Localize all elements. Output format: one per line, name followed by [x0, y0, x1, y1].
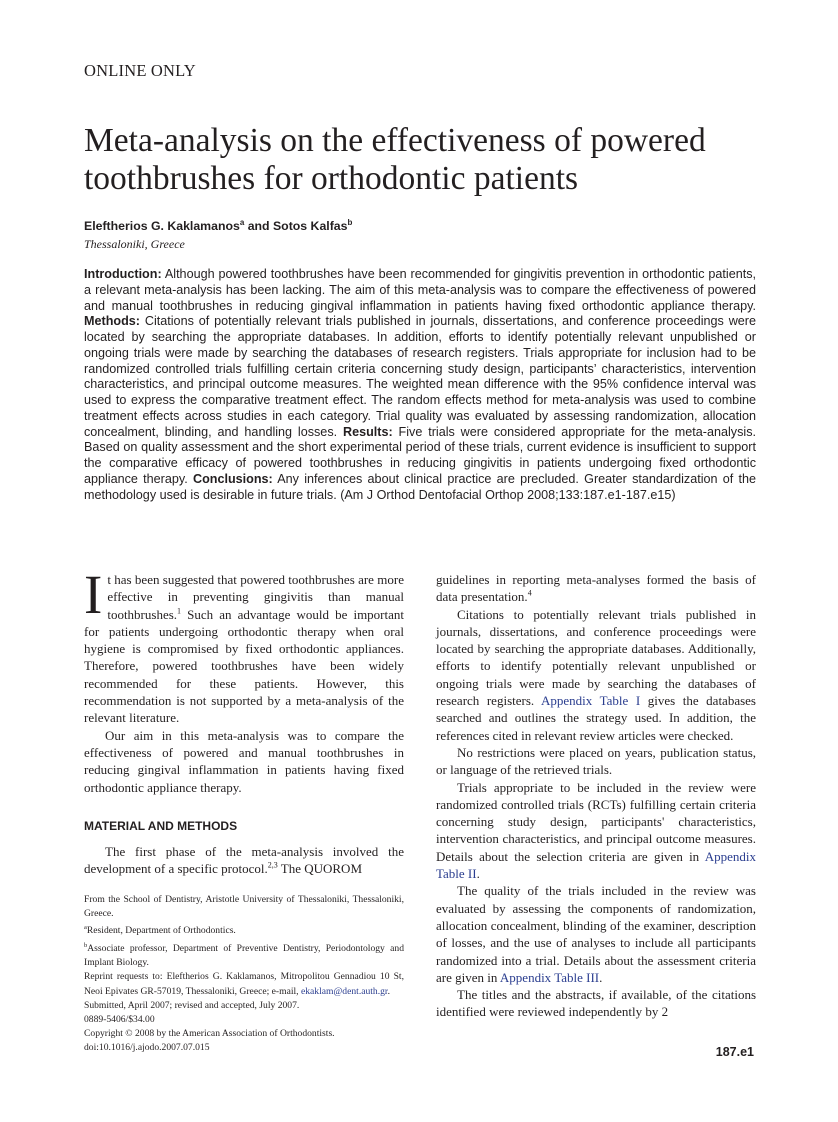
section-heading — [84, 818, 404, 835]
text-run: . — [476, 866, 480, 882]
footnote — [84, 921, 404, 938]
cross-reference-link[interactable]: Appendix Table II — [436, 848, 756, 882]
cross-reference-link[interactable]: ekaklam@dent.auth.gr — [300, 985, 388, 997]
text-run: The titles and the abstracts, if available, of the citations identified were reviewed independently by 2 — [436, 987, 756, 1020]
section-label: ONLINE ONLY — [84, 61, 196, 80]
reference-superscript[interactable]: 1 — [177, 606, 182, 616]
text-run: Five trials were considered appropriate for the meta-analysis. Based on quality assessment and the short experimental period of these trials, current evidence is insufficient to support the comparative efficacy of powered toothbrushes in reducing gingivitis in patients undergoing fixed orthodontic appliance therapy. — [84, 424, 756, 486]
text-run: MATERIAL AND METHODS — [84, 818, 238, 833]
body-paragraph — [436, 779, 756, 883]
footnote — [84, 1027, 404, 1041]
text-run: Any inferences about clinical practice are precluded. Greater standardization of the methodology used is desirable in future trials. (Am J Orthod Dentofacial Orthop 2008;133:187.e1-187.e15) — [84, 471, 756, 502]
text-run: doi:10.1016/j.ajodo.2007.07.015 — [84, 1042, 210, 1054]
reference-superscript[interactable]: a — [84, 924, 87, 932]
text-run: The QUOROM — [277, 861, 363, 877]
reference-superscript[interactable]: 2,3 — [267, 861, 278, 871]
text-run: The quality of the trials included in the review was evaluated by assessing the components of randomization, allocation concealment, blinding of the examiner, description of losses, and the use of analyses to include all participants randomized into a trial. Details about the assessment criteria are given in — [436, 883, 756, 985]
article-title: Meta-analysis on the effectiveness of powered toothbrushes for orthodontic patients — [84, 122, 706, 197]
text-run: Submitted, April 2007; revised and accepted, July 2007. — [84, 999, 300, 1011]
drop-cap: I — [84, 564, 103, 625]
text-run: Such an advantage would be important for patients undergoing orthodontic therapy when oral hygiene is compromised by fixed orthodontic appliances. Therefore, powered toothbrushes have been widely recommended for these patients. However, this recommendation is not supported by a meta-analysis of the relevant literature. — [84, 606, 404, 726]
text-run: . — [387, 985, 390, 997]
section-label: Conclusions: — [192, 471, 273, 486]
body-paragraph — [436, 571, 756, 606]
reference-superscript[interactable]: 4 — [527, 588, 532, 598]
author-location: Thessaloniki, Greece — [84, 237, 185, 251]
left-column — [84, 564, 404, 878]
footnote — [84, 1013, 404, 1027]
section-label: Results: — [342, 424, 393, 439]
abstract — [84, 267, 756, 503]
footnote — [84, 970, 404, 998]
footnote — [84, 1041, 404, 1055]
cross-reference-link[interactable]: Appendix Table III — [499, 969, 600, 985]
text-run: Citations of potentially relevant trials published in journals, dissertations, and conference proceedings were located by searching the appropriate databases. In addition, efforts to identify potentially relevant unpublished or ongoing trials were made by searching the databases of research registers. Trials appropriate for inclusion had to be randomized controlled trials fulfilling certain criteria concerning study design, participants’ characteristics, intervention characteristics, and principal outcome measures. The weighted mean difference with the 95% confidence interval was used to express the comparative treatment effect. The random effects method for meta-analysis was used to combine treatment effects across studies in each category. Trial quality was evaluated by assessing randomization, allocation concealment, blinding, and handling losses. — [84, 314, 756, 439]
text-run: From the School of Dentistry, Aristotle University of Thessaloniki, Thessaloniki, Greece. — [84, 894, 404, 920]
author-joiner: and — [244, 219, 273, 234]
section-label: Introduction: — [84, 267, 162, 281]
text-run: Resident, Department of Orthodontics. — [86, 925, 236, 937]
text-run: guidelines in reporting meta-analyses formed the basis of data presentation. — [436, 572, 756, 605]
footnotes — [84, 893, 404, 1056]
body-paragraph — [436, 606, 756, 744]
text-run: Trials appropriate to be included in the review were randomized controlled trials (RCTs) fulfilling certain criteria concerning study design, participants' characteristics, intervention characteristics, and principal outcome measures. Details about the selection criteria are given in — [436, 779, 756, 864]
text-run: 0889-5406/$34.00 — [84, 1014, 155, 1025]
affiliation-marker: a — [239, 218, 245, 227]
author-name: Eleftherios G. Kaklamanos — [84, 219, 240, 234]
text-run: Reprint requests to: Eleftherios G. Kaklamanos, Mitropolitou Gennadiou 10 St, Neoi Epivates GR-57019, Thessaloniki, Greece; e-mail, — [84, 971, 404, 997]
text-run: Copyright © 2008 by the American Association of Orthodontists. — [84, 1028, 335, 1040]
reference-superscript[interactable]: b — [84, 941, 88, 949]
footnote — [84, 999, 404, 1013]
cross-reference-link[interactable]: Appendix Table I — [541, 693, 641, 709]
text-run: Associate professor, Department of Preventive Dentistry, Periodontology and Implant Biology. — [84, 942, 404, 969]
text-run: Our aim in this meta-analysis was to compare the effectiveness of powered and manual toothbrushes in reducing gingival inflammation in patients having fixed orthodontic appliance therapy. — [84, 727, 404, 795]
page-number: 187.e1 — [715, 1045, 754, 1059]
text-run: Citations to potentially relevant trials published in journals, dissertations, and conference proceedings were located by searching the appropriate databases. Additionally, efforts to identify potentially relevant unpublished or ongoing trials were made by searching the databases of research registers. — [436, 606, 756, 709]
text-run: No restrictions were placed on years, publication status, or language of the retrieved trials. — [436, 744, 756, 778]
body-paragraph — [84, 564, 404, 727]
text-run: . — [599, 969, 603, 985]
body-paragraph — [436, 882, 756, 986]
body-paragraph — [436, 744, 756, 779]
author-line — [84, 218, 352, 233]
body-paragraph — [84, 727, 404, 796]
author-name: Sotos Kalfas — [272, 219, 348, 234]
body-paragraph — [436, 986, 756, 1021]
affiliation-marker: b — [347, 218, 353, 227]
section-label: Methods: — [84, 314, 140, 329]
text-run: t has been suggested that powered toothbrushes are more effective in preventing gingivitis than manual toothbrushes. — [107, 572, 404, 622]
text-run: Although powered toothbrushes have been recommended for gingivitis prevention in orthodontic patients, a relevant meta-analysis has been lacking. The aim of this meta-analysis was to compare the effectiveness of powered and manual toothbrushes in reducing gingival inflammation in patients having fixed orthodontic appliance therapy. — [84, 267, 756, 313]
text-run: The first phase of the meta-analysis involved the development of a specific protocol. — [84, 844, 404, 877]
right-column — [436, 571, 756, 1021]
body-paragraph — [84, 843, 404, 878]
footnote — [84, 939, 404, 971]
footnote — [84, 893, 404, 921]
text-run: gives the databases searched and outlines the strategy used. In addition, the references cited in relevant review articles were checked. — [436, 693, 756, 743]
